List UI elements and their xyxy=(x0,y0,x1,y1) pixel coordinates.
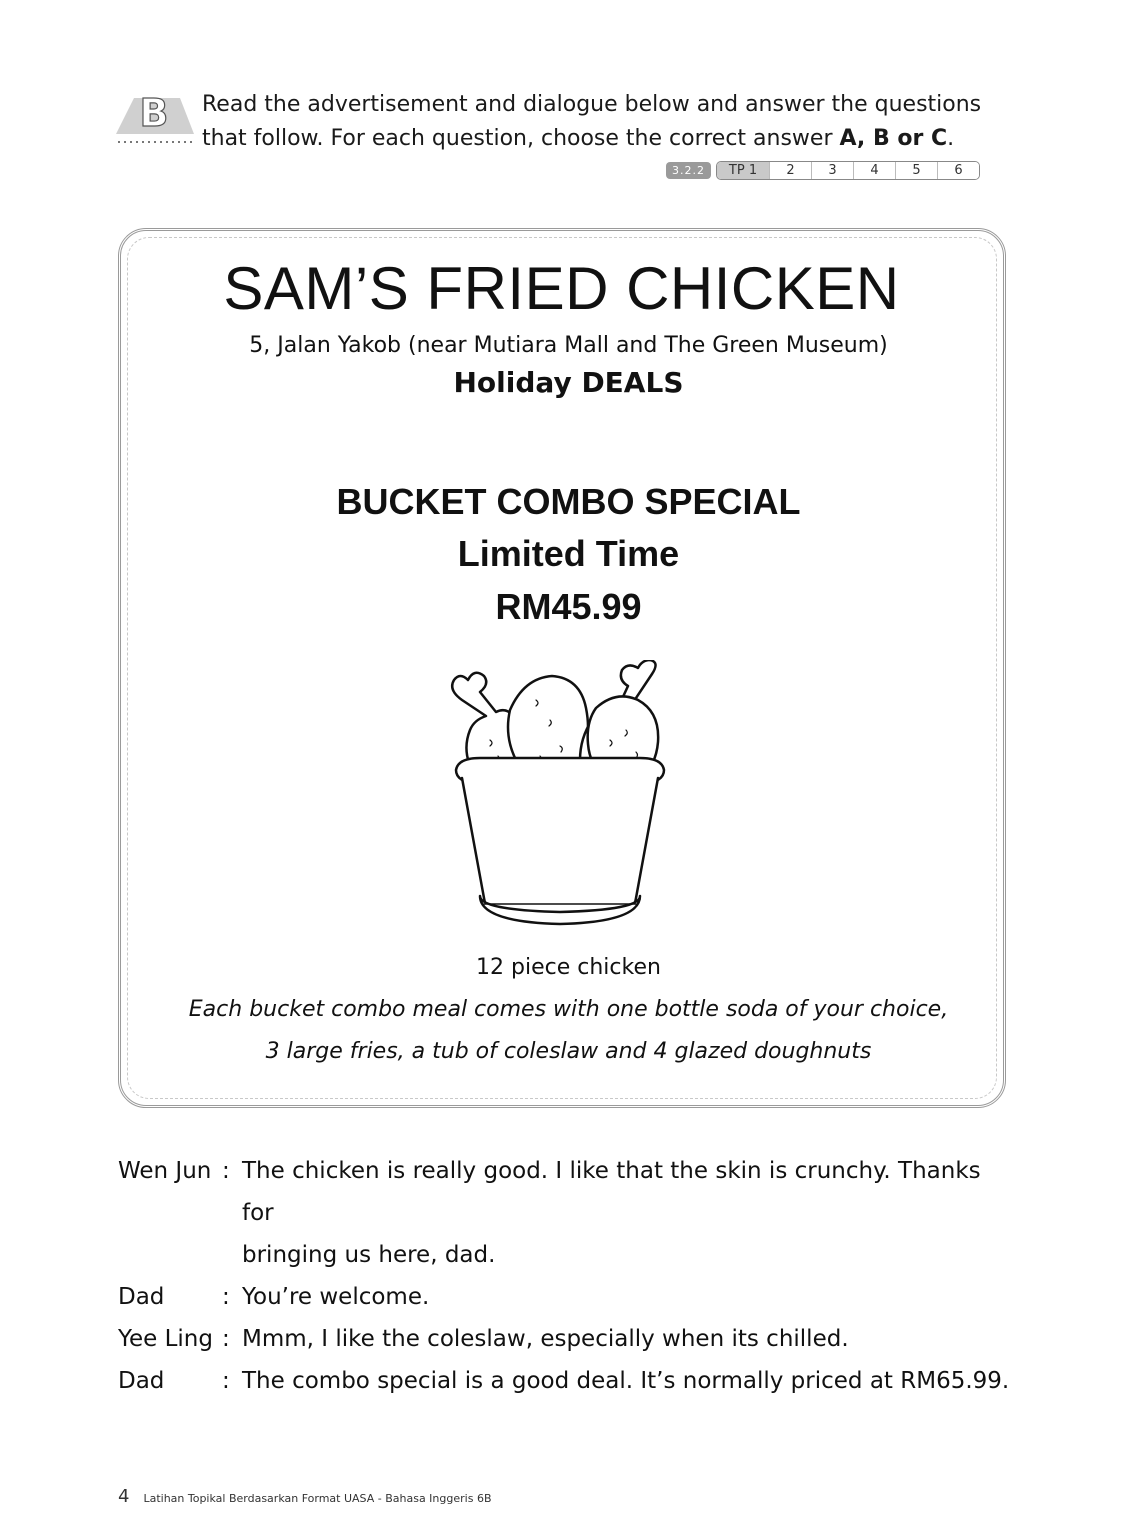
section-letter: B xyxy=(139,91,169,135)
tp-level: 4 xyxy=(854,162,896,179)
instruction-line-1: Read the advertisement and dialogue below and answer the questions xyxy=(202,92,982,117)
dialogue-row xyxy=(118,1150,1018,1234)
ad-address: 5, Jalan Yakob (near Mutiara Mall and The Green Museum) xyxy=(249,333,888,358)
dialogue-text: bringing us here, dad. xyxy=(242,1242,496,1268)
ad-deals-heading: Holiday DEALS xyxy=(453,366,684,399)
page-footer xyxy=(118,1486,491,1507)
page-number: 4 xyxy=(118,1486,130,1507)
ad-description-line-1: Each bucket combo meal comes with one bottle soda of your choice, xyxy=(188,997,949,1022)
dialogue-text: The chicken is really good. I like that the skin is crunchy. Thanks for xyxy=(242,1158,981,1226)
speaker-colon: : xyxy=(222,1284,230,1310)
ad-description-line-2: 3 large fries, a tub of coleslaw and 4 glazed doughnuts xyxy=(265,1039,872,1064)
tp-level: 2 xyxy=(770,162,812,179)
dialogue-text: The combo special is a good deal. It’s normally priced at RM65.99. xyxy=(242,1368,1010,1394)
dialogue-row xyxy=(118,1276,1018,1318)
book-title: Latihan Topikal Berdasarkan Format UASA - Bahasa Inggeris 6B xyxy=(143,1492,492,1505)
dialogue-text: Mmm, I like the coleslaw, especially when its chilled. xyxy=(242,1326,849,1352)
section-b-badge xyxy=(116,88,196,146)
speaker-name: Dad xyxy=(118,1284,165,1310)
dialogue-row xyxy=(118,1234,1018,1276)
speaker-name: Dad xyxy=(118,1368,165,1394)
tp-level: 6 xyxy=(938,162,979,179)
tp-level: 3 xyxy=(812,162,854,179)
skill-code: 3.2.2 xyxy=(666,162,711,179)
tp-level-bar xyxy=(666,161,980,180)
speaker-name xyxy=(118,1234,222,1276)
instruction-line-2: that follow. For each question, choose the correct answer A, B or C. xyxy=(202,126,955,151)
speaker-name: Yee Ling xyxy=(118,1326,213,1352)
dialogue-row xyxy=(118,1318,1018,1360)
speaker-colon: : xyxy=(222,1368,230,1394)
ad-limited-time: Limited Time xyxy=(457,533,680,574)
dialogue-text: You’re welcome. xyxy=(242,1284,430,1310)
speaker-colon: : xyxy=(222,1326,230,1352)
ad-pieces: 12 piece chicken xyxy=(476,955,661,980)
ad-combo-heading: BUCKET COMBO SPECIAL xyxy=(336,481,801,522)
ad-title: SAM’S FRIED CHICKEN xyxy=(223,255,900,322)
instructions xyxy=(202,88,1032,156)
speaker-colon-blank xyxy=(222,1234,242,1276)
answer-options: A, B or C xyxy=(839,126,948,151)
tp-level: 5 xyxy=(896,162,938,179)
chicken-bucket-icon xyxy=(440,660,680,930)
tp-levels xyxy=(716,161,980,180)
dialogue xyxy=(118,1150,1018,1402)
ad-price: RM45.99 xyxy=(495,586,642,627)
speaker-name: Wen Jun xyxy=(118,1158,212,1184)
speaker-colon: : xyxy=(222,1158,230,1184)
tp-level: TP 1 xyxy=(717,162,770,179)
dialogue-row xyxy=(118,1360,1018,1402)
